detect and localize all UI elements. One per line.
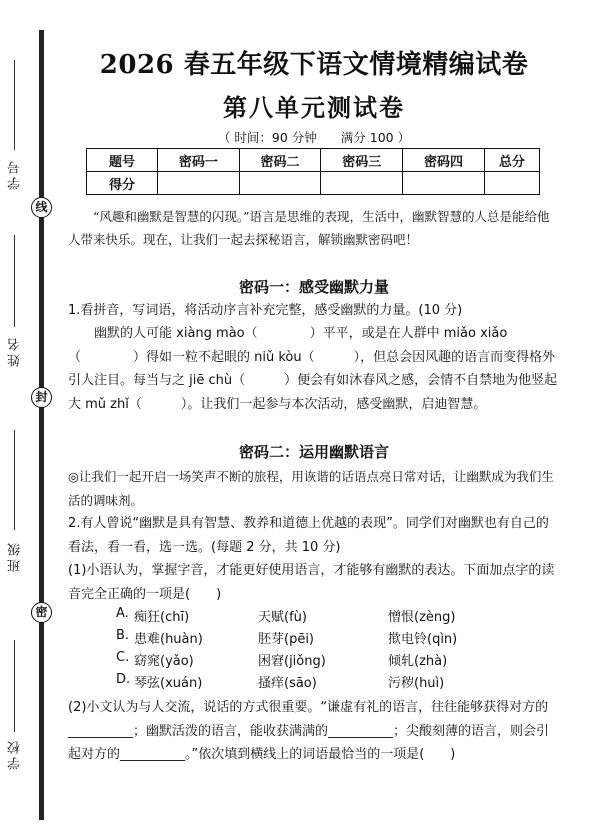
section1-title: 密码一：感受幽默力量 — [238, 278, 389, 296]
fill-line-student-id[interactable] — [14, 60, 15, 150]
score-cell[interactable] — [403, 172, 485, 195]
option-letter: B. — [116, 628, 130, 643]
binding-strip — [0, 0, 62, 834]
option-c[interactable] — [68, 650, 558, 672]
option-letter: D. — [116, 672, 131, 687]
option-word: 倾轧(zhà) — [388, 654, 448, 669]
section2-lead: ◎让我们一起开启一场笑声不断的旅程，用诙谐的话语点亮日常对话，让幽默成为我们生活的调味剂。 — [68, 469, 554, 508]
option-word: 困窘(jiǒng) — [258, 654, 326, 669]
seal-mark-feng: 封 — [31, 387, 52, 408]
exam-meta — [68, 128, 560, 146]
fill-line-name[interactable] — [14, 235, 15, 327]
paper-subtitle: 第八单元测试卷 — [223, 93, 405, 122]
score-cell[interactable] — [484, 172, 539, 195]
score-header-cell: 密码二 — [239, 149, 321, 172]
q2-heading: 2.有人曾说“幽默是具有智慧、教养和道德上优越的表现”。同学们对幽默也有自己的看法，看一看，选一选。(每题 2 分，共 10 分) — [68, 516, 549, 555]
option-word: 琴弦(xuán) — [134, 676, 203, 691]
score-cell[interactable] — [158, 172, 240, 195]
score-header-cell: 密码三 — [321, 149, 403, 172]
score-header-cell: 题号 — [87, 149, 158, 172]
paper-title: 2026 春五年级下语文情境精编试卷 — [99, 50, 529, 80]
score-table — [86, 148, 540, 195]
option-word: 窈窕(yǎo) — [134, 654, 194, 669]
option-d[interactable] — [68, 672, 558, 694]
score-cell[interactable] — [239, 172, 321, 195]
score-header-cell: 密码一 — [158, 149, 240, 172]
q1-heading: 1.看拼音，写词语，将活动序言补充完整，感受幽默的力量。(10 分) — [68, 303, 463, 318]
intro-paragraph: “风趣和幽默是智慧的闪现。”语言是思维的表现，生活中，幽默智慧的人总是能给他人带来快乐。现在，让我们一起去探秘语言，解锁幽默密码吧！ — [68, 209, 550, 247]
option-a[interactable] — [68, 606, 558, 628]
score-table-score-row — [87, 172, 540, 195]
option-word: 痴狂(chī) — [134, 610, 190, 625]
label-school: 学校 — [8, 738, 23, 770]
label-class: 班级 — [8, 540, 23, 572]
option-word: 患难(huàn) — [134, 632, 203, 647]
option-letter: C. — [116, 650, 130, 665]
seal-mark-mi: 密 — [31, 602, 52, 623]
section2-title: 密码二：运用幽默语言 — [238, 443, 389, 461]
option-word: 揿电铃(qìn) — [388, 632, 458, 647]
option-word: 搔痒(sāo) — [258, 676, 317, 691]
score-row-label: 得分 — [87, 172, 158, 195]
option-word: 憎恨(zèng) — [388, 610, 456, 625]
exam-full-score: 满分 100 ） — [340, 130, 411, 145]
score-table-header-row — [87, 149, 540, 172]
score-header-cell: 密码四 — [403, 149, 485, 172]
score-cell[interactable] — [321, 172, 403, 195]
fill-line-school[interactable] — [14, 640, 15, 732]
binding-line — [39, 30, 44, 820]
option-word: 胚芽(pēi) — [258, 632, 315, 647]
exam-time: （ 时间：90 分钟 — [217, 130, 317, 145]
seal-mark-xian: 线 — [31, 197, 52, 218]
q1-body: 幽默的人可能 xiàng mào（ ）平平，或是在人群中 miǎo xiǎo（ ）得如一粒不起眼的 niǔ kòu（ ），但总会因风趣的语言而变得格外引人注目。每当与之 jiē chù（ ）便会有如沐春风之感，会情不自禁地为他竖起大 mǔ zhǐ（ ）。让我们一起参与本次活动，感受幽默，启迪智慧。 — [68, 326, 558, 412]
option-word: 污秽(huì) — [388, 676, 445, 691]
q2-1-question: (1)小语认为，掌握字音，才能更好使用语言，才能够有幽默的表达。下面加点字的读音完全正确的一项是( ) — [68, 563, 555, 602]
label-name: 姓名 — [8, 335, 23, 367]
label-student-id: 学号 — [8, 158, 23, 190]
option-word: 天赋(fù) — [258, 610, 307, 625]
option-letter: A. — [116, 606, 129, 621]
q2-2-question: (2)小文认为与人交流，说话的方式很重要。“谦虚有礼的语言，往往能够获得对方的__________；幽默活泼的语言，能收获满满的__________；尖酸刻薄的语言，则会引起对方的__________。”依次填到横线上的词语最恰当的一项是( ) — [68, 700, 550, 762]
fill-line-class[interactable] — [14, 430, 15, 530]
option-b[interactable] — [68, 628, 558, 650]
score-header-cell: 总分 — [484, 149, 539, 172]
